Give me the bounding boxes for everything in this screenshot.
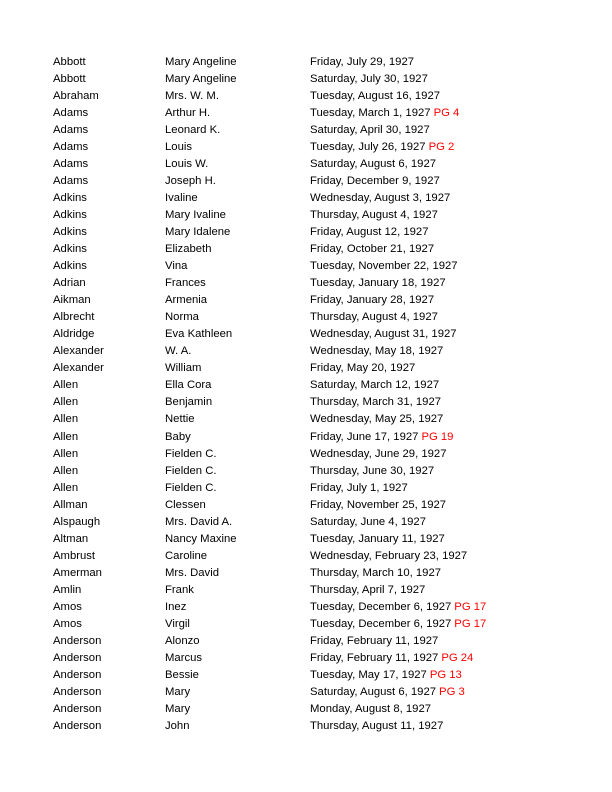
record-date-cell xyxy=(310,411,443,428)
record-date: Friday, January 28, 1927 xyxy=(310,294,435,307)
last-name: Abraham xyxy=(53,89,99,102)
last-name: Adkins xyxy=(53,208,87,221)
record-date-cell xyxy=(310,360,415,377)
page-reference: PG 2 xyxy=(428,140,455,153)
page-reference: PG 17 xyxy=(454,618,487,631)
last-name: Amerman xyxy=(53,566,102,579)
last-name: Amlin xyxy=(53,583,82,596)
record-row xyxy=(0,411,612,428)
last-name: Adams xyxy=(53,157,89,170)
record-row xyxy=(0,531,612,548)
record-date: Thursday, April 7, 1927 xyxy=(310,583,426,596)
last-name: Anderson xyxy=(53,669,102,682)
last-name: Anderson xyxy=(53,720,102,733)
record-row xyxy=(0,480,612,497)
record-date: Tuesday, March 1, 1927 xyxy=(310,106,431,119)
record-row xyxy=(0,343,612,360)
last-name: Altman xyxy=(53,532,89,545)
record-date: Friday, June 17, 1927 xyxy=(310,430,419,443)
record-date-cell xyxy=(310,684,465,701)
record-date: Saturday, March 12, 1927 xyxy=(310,379,440,392)
first-name: Benjamin xyxy=(165,396,213,409)
record-date: Friday, November 25, 1927 xyxy=(310,498,447,511)
record-row xyxy=(0,701,612,718)
first-name: Vina xyxy=(165,260,188,273)
page-reference: PG 13 xyxy=(429,669,462,682)
record-date-cell xyxy=(310,105,459,122)
record-date-cell xyxy=(310,258,458,275)
record-date-cell xyxy=(310,71,428,88)
last-name: Abbott xyxy=(53,55,86,68)
last-name: Allen xyxy=(53,379,79,392)
first-name: Nancy Maxine xyxy=(165,532,237,545)
record-date: Saturday, June 4, 1927 xyxy=(310,515,426,528)
record-date-cell xyxy=(310,531,445,548)
record-row xyxy=(0,275,612,292)
record-date-cell xyxy=(310,582,425,599)
first-name: Mary Angeline xyxy=(165,72,237,85)
record-date: Wednesday, May 25, 1927 xyxy=(310,413,444,426)
records-list xyxy=(0,54,612,736)
record-row xyxy=(0,446,612,463)
record-date: Tuesday, January 11, 1927 xyxy=(310,532,445,545)
record-row xyxy=(0,122,612,139)
record-date: Thursday, August 4, 1927 xyxy=(310,311,438,324)
record-date-cell xyxy=(310,156,436,173)
record-date: Saturday, April 30, 1927 xyxy=(310,123,430,136)
first-name: Clessen xyxy=(165,498,206,511)
record-row xyxy=(0,309,612,326)
record-date-cell xyxy=(310,480,408,497)
record-date-cell xyxy=(310,122,430,139)
record-date-cell xyxy=(310,548,467,565)
first-name: Norma xyxy=(165,311,199,324)
record-date: Friday, February 11, 1927 xyxy=(310,652,439,665)
record-row xyxy=(0,429,612,446)
record-date: Friday, July 1, 1927 xyxy=(310,481,408,494)
last-name: Allen xyxy=(53,413,79,426)
record-date-cell xyxy=(310,139,454,156)
record-date: Friday, May 20, 1927 xyxy=(310,362,416,375)
last-name: Adkins xyxy=(53,225,87,238)
first-name: Fielden C. xyxy=(165,464,217,477)
record-date: Tuesday, August 16, 1927 xyxy=(310,89,441,102)
record-date: Tuesday, May 17, 1927 xyxy=(310,669,427,682)
record-row xyxy=(0,292,612,309)
first-name: Nettie xyxy=(165,413,195,426)
record-date-cell xyxy=(310,514,426,531)
first-name: Virgil xyxy=(165,618,190,631)
record-date-cell xyxy=(310,326,457,343)
record-date: Friday, July 29, 1927 xyxy=(310,55,415,68)
record-date: Friday, August 12, 1927 xyxy=(310,225,429,238)
record-date: Wednesday, June 29, 1927 xyxy=(310,447,447,460)
record-row xyxy=(0,565,612,582)
record-date: Saturday, August 6, 1927 xyxy=(310,686,437,699)
last-name: Allen xyxy=(53,481,79,494)
record-date-cell xyxy=(310,565,441,582)
record-row xyxy=(0,599,612,616)
record-date: Thursday, June 30, 1927 xyxy=(310,464,435,477)
record-date-cell xyxy=(310,241,434,258)
first-name: Louis W. xyxy=(165,157,209,170)
first-name: Arthur H. xyxy=(165,106,211,119)
record-row xyxy=(0,514,612,531)
record-row xyxy=(0,139,612,156)
last-name: Amos xyxy=(53,618,82,631)
last-name: Ambrust xyxy=(53,549,96,562)
record-row xyxy=(0,54,612,71)
record-date-cell xyxy=(310,309,438,326)
record-date: Friday, February 11, 1927 xyxy=(310,635,439,648)
record-date: Wednesday, February 23, 1927 xyxy=(310,549,468,562)
last-name: Alexander xyxy=(53,345,104,358)
last-name: Adkins xyxy=(53,260,87,273)
last-name: Albrecht xyxy=(53,311,95,324)
last-name: Allen xyxy=(53,430,79,443)
record-date-cell xyxy=(310,463,434,480)
first-name: Mrs. David xyxy=(165,566,219,579)
record-row xyxy=(0,207,612,224)
first-name: Eva Kathleen xyxy=(165,328,233,341)
last-name: Allen xyxy=(53,447,79,460)
record-date: Tuesday, December 6, 1927 xyxy=(310,618,452,631)
record-date-cell xyxy=(310,173,440,190)
first-name: Marcus xyxy=(165,652,203,665)
first-name: Alonzo xyxy=(165,635,200,648)
record-date-cell xyxy=(310,718,443,735)
first-name: Mary Idalene xyxy=(165,225,231,238)
record-row xyxy=(0,360,612,377)
record-date: Tuesday, December 6, 1927 xyxy=(310,601,452,613)
last-name: Adkins xyxy=(53,191,87,204)
last-name: Adams xyxy=(53,123,89,136)
record-date-cell xyxy=(310,650,473,667)
last-name: Allen xyxy=(53,396,79,409)
last-name: Allen xyxy=(53,464,79,477)
first-name: Mary xyxy=(165,686,191,699)
first-name: Inez xyxy=(165,601,187,613)
record-row xyxy=(0,394,612,411)
record-row xyxy=(0,667,612,684)
record-row xyxy=(0,71,612,88)
record-date-cell xyxy=(310,633,438,650)
record-date: Saturday, August 6, 1927 xyxy=(310,157,437,170)
first-name: Ivaline xyxy=(165,191,198,204)
record-row xyxy=(0,241,612,258)
first-name: Mrs. David A. xyxy=(165,515,233,528)
last-name: Allman xyxy=(53,498,88,511)
record-date: Tuesday, November 22, 1927 xyxy=(310,260,458,273)
record-date: Thursday, March 31, 1927 xyxy=(310,396,442,409)
last-name: Alspaugh xyxy=(53,515,101,528)
record-row xyxy=(0,548,612,565)
record-row xyxy=(0,718,612,735)
record-row xyxy=(0,497,612,514)
record-date-cell xyxy=(310,190,450,207)
first-name: Fielden C. xyxy=(165,481,217,494)
first-name: W. A. xyxy=(165,345,192,358)
record-row xyxy=(0,377,612,394)
record-date-cell xyxy=(310,497,446,514)
last-name: Anderson xyxy=(53,686,102,699)
record-date: Saturday, July 30, 1927 xyxy=(310,72,428,85)
last-name: Aldridge xyxy=(53,328,95,341)
record-row xyxy=(0,650,612,667)
last-name: Adrian xyxy=(53,277,86,290)
first-name: Baby xyxy=(165,430,191,443)
record-row xyxy=(0,582,612,599)
last-name: Amos xyxy=(53,601,82,613)
record-date-cell xyxy=(310,207,438,224)
record-row xyxy=(0,105,612,122)
record-date: Thursday, March 10, 1927 xyxy=(310,566,442,579)
first-name: Frank xyxy=(165,583,194,596)
last-name: Alexander xyxy=(53,362,104,375)
first-name: Ella Cora xyxy=(165,379,212,392)
record-row xyxy=(0,156,612,173)
record-date-cell xyxy=(310,599,486,616)
record-row xyxy=(0,326,612,343)
page-reference: PG 4 xyxy=(433,106,460,119)
page-reference: PG 19 xyxy=(421,430,454,443)
first-name: Fielden C. xyxy=(165,447,217,460)
record-row xyxy=(0,173,612,190)
record-date-cell xyxy=(310,701,431,718)
record-date-cell xyxy=(310,224,429,241)
record-date-cell xyxy=(310,616,486,633)
first-name: Bessie xyxy=(165,669,199,682)
record-date: Wednesday, August 3, 1927 xyxy=(310,191,451,204)
record-date: Wednesday, August 31, 1927 xyxy=(310,328,457,341)
record-date-cell xyxy=(310,292,434,309)
page-reference: PG 3 xyxy=(439,686,465,699)
record-row xyxy=(0,88,612,105)
record-date: Wednesday, May 18, 1927 xyxy=(310,345,444,358)
record-date: Tuesday, January 18, 1927 xyxy=(310,277,446,290)
first-name: Mary Angeline xyxy=(165,55,237,68)
record-row xyxy=(0,224,612,241)
record-date-cell xyxy=(310,394,441,411)
page-reference: PG 24 xyxy=(441,652,474,665)
page-reference: PG 17 xyxy=(454,601,487,613)
first-name: Armenia xyxy=(165,294,208,307)
first-name: Mrs. W. M. xyxy=(165,89,219,102)
record-date: Thursday, August 4, 1927 xyxy=(310,208,438,221)
record-row xyxy=(0,258,612,275)
first-name: John xyxy=(165,720,190,733)
first-name: Leonard K. xyxy=(165,123,221,136)
record-date-cell xyxy=(310,88,440,105)
first-name: William xyxy=(165,362,202,375)
record-date-cell xyxy=(310,377,439,394)
last-name: Adkins xyxy=(53,243,87,256)
record-date-cell xyxy=(310,343,443,360)
record-date-cell xyxy=(310,667,462,684)
first-name: Joseph H. xyxy=(165,174,216,187)
record-date-cell xyxy=(310,275,446,292)
record-row xyxy=(0,190,612,207)
last-name: Adams xyxy=(53,140,89,153)
record-date: Tuesday, July 26, 1927 xyxy=(310,140,426,153)
first-name: Mary xyxy=(165,703,191,716)
first-name: Frances xyxy=(165,277,206,290)
record-row xyxy=(0,463,612,480)
record-date-cell xyxy=(310,54,414,71)
record-row xyxy=(0,616,612,633)
record-date: Friday, October 21, 1927 xyxy=(310,243,435,256)
first-name: Mary Ivaline xyxy=(165,208,226,221)
record-date-cell xyxy=(310,446,447,463)
first-name: Elizabeth xyxy=(165,243,212,256)
last-name: Anderson xyxy=(53,652,102,665)
record-row xyxy=(0,684,612,701)
last-name: Abbott xyxy=(53,72,86,85)
record-row xyxy=(0,633,612,650)
last-name: Adams xyxy=(53,106,89,119)
record-date: Monday, August 8, 1927 xyxy=(310,703,432,716)
last-name: Adams xyxy=(53,174,89,187)
first-name: Louis xyxy=(165,140,193,153)
record-date: Friday, December 9, 1927 xyxy=(310,174,440,187)
last-name: Anderson xyxy=(53,703,102,716)
record-date: Thursday, August 11, 1927 xyxy=(310,720,444,733)
last-name: Aikman xyxy=(53,294,91,307)
record-date-cell xyxy=(310,429,453,446)
first-name: Caroline xyxy=(165,549,208,562)
last-name: Anderson xyxy=(53,635,102,648)
